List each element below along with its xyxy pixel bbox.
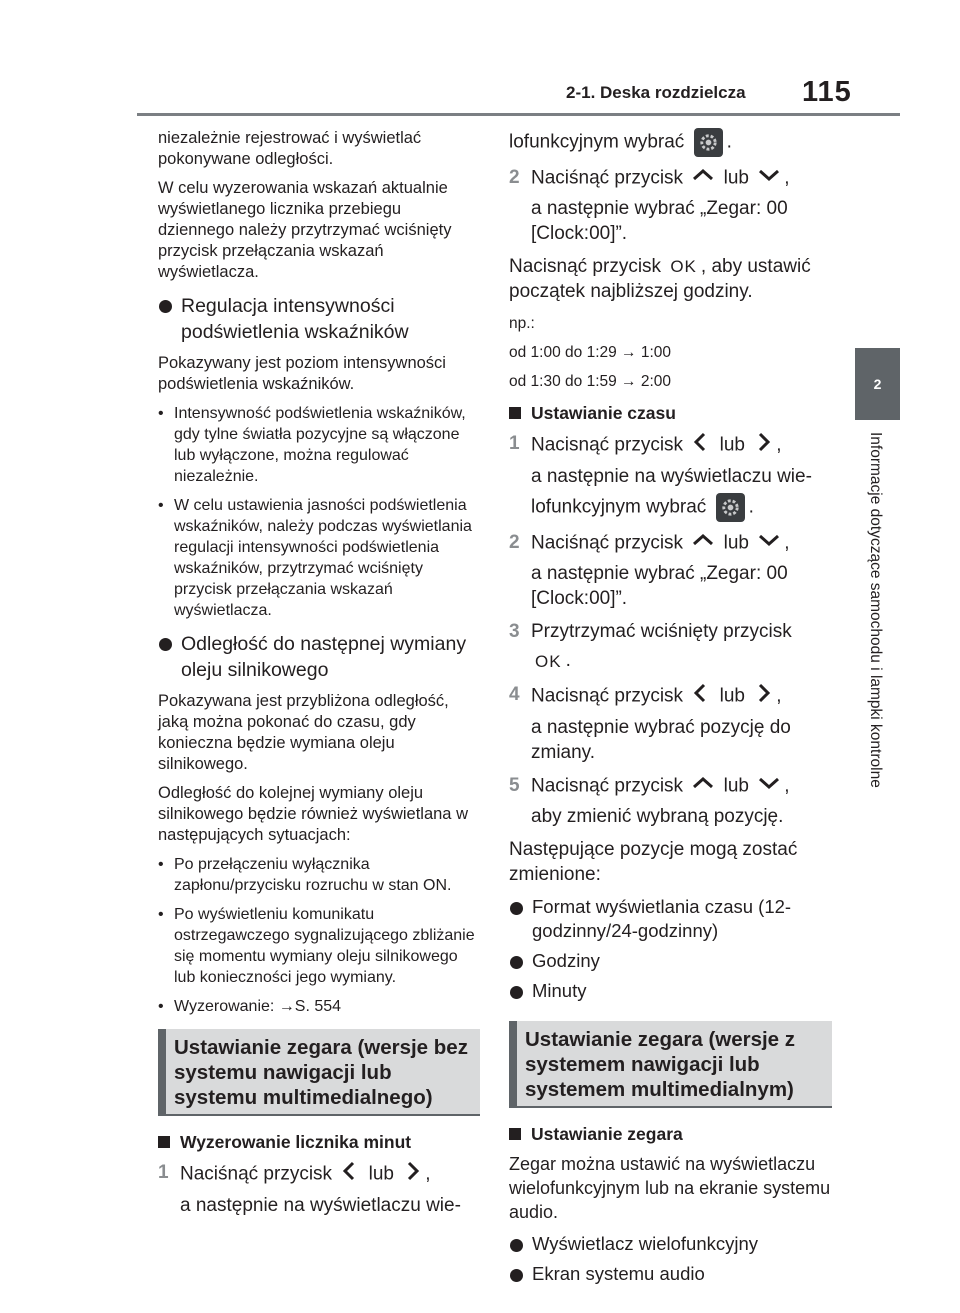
list-item: • W celu ustawienia jasności podświetlenia wskaźników, należy podczas wyświetlania regulacji intensywności podświetlenia wskaźników, przytrzymać wciśnięty przycisk przełączania wskazań wyświetlacza. — [158, 495, 480, 621]
ok-button-glyph: OK — [535, 651, 562, 671]
list-item: Ekran systemu audio — [509, 1262, 832, 1286]
procedure-heading: Ustawianie zegara — [509, 1122, 832, 1146]
chevron-left-icon — [337, 1160, 363, 1189]
step — [509, 773, 832, 800]
step-continuation: a następnie na wyświetlaczu wie- — [531, 466, 812, 488]
paragraph: Odległość do kolejnej wymiany oleju silnikowego będzie również wyświetlana w następujących sytuacjach: — [158, 784, 468, 844]
paragraph — [509, 128, 832, 157]
note-list — [158, 403, 480, 621]
section-title: 2-1. Deska rozdzielcza — [566, 83, 746, 102]
step-text: , — [784, 533, 790, 554]
text: . — [726, 131, 732, 153]
chapter-side-title: Informacje dotyczące samochodu i lampki kontrolne — [867, 432, 884, 788]
settings-gear-icon — [694, 128, 723, 157]
step-number: 1 — [158, 1162, 169, 1183]
chevron-up-icon — [688, 530, 718, 557]
step-text: Nacisnąć przycisk — [531, 685, 684, 707]
step-continuation: a następnie wybrać „Zegar: 00 [Clock:00]”. — [531, 198, 788, 244]
step-number: 2 — [509, 532, 520, 554]
step-text: Przytrzymać wciśnięty przycisk — [531, 621, 792, 643]
chevron-up-icon — [688, 165, 718, 192]
list-item: • Intensywność podświetlenia wskaźników, gdy tylne światła pozycyjne są włączone lub wyłączone, można regulować niezależnie. — [158, 403, 480, 487]
step-text: Nacisnąć przycisk — [531, 435, 684, 456]
step — [509, 165, 832, 192]
step-text: lub — [723, 775, 749, 797]
step-text: Naciśnąć przycisk — [531, 533, 684, 554]
text: , aby ustawić początek najbliższej godziny. — [509, 256, 811, 303]
paragraph: niezależnie rejestrować i wyświetlać pokonywane odległości. — [158, 129, 422, 168]
step-text: lub — [719, 435, 745, 456]
step-text: lub — [368, 1163, 394, 1185]
step-text: , — [776, 685, 782, 707]
step — [509, 682, 832, 711]
step-continuation: aby zmienić wybraną pozycję. — [531, 805, 784, 827]
step — [158, 1160, 480, 1189]
paragraph: Pokazywany jest poziom intensywności podświetlenia wskaźników. — [158, 354, 446, 393]
step-continuation: a następnie wybrać pozycję do zmiany. — [531, 716, 791, 763]
chevron-left-icon — [688, 431, 714, 460]
step-continuation: a następnie na wyświetlaczu wie- — [180, 1195, 461, 1216]
chevron-down-icon — [754, 165, 784, 192]
page-number: 115 — [802, 76, 852, 108]
section-heading-box: Ustawianie zegara (wersje z systemem nawigacji lub systemem multimedialnym) — [509, 1021, 832, 1108]
step-number: 3 — [509, 621, 520, 643]
step-number: 5 — [509, 774, 520, 796]
text: . — [565, 650, 571, 672]
step — [509, 530, 832, 557]
paragraph: W celu wyzerowania wskazań aktualnie wyświetlanego licznika przebiegu dziennego należy przytrzymać wciśnięty przycisk przełączania wskazań wyświetlacza. — [158, 179, 452, 281]
example-line: od 1:30 do 1:59 → 2:00 — [509, 373, 672, 391]
procedure-heading: Wyzerowanie licznika minut — [158, 1130, 480, 1154]
step-number: 2 — [509, 167, 520, 188]
chevron-up-icon — [688, 773, 718, 800]
step-number: 1 — [509, 433, 520, 455]
text: lofunkcyjnym wybrać — [509, 131, 685, 153]
step-text: Nacisnąć przycisk — [531, 775, 684, 797]
header-divider — [137, 113, 900, 116]
chevron-right-icon — [399, 1160, 425, 1189]
ok-button-glyph: OK — [670, 257, 697, 277]
step-text: lub — [723, 533, 749, 554]
step-text: Naciśnąć przycisk — [180, 1163, 333, 1185]
step-text: , — [784, 775, 790, 797]
list-item: • Wyzerowanie: →S. 554 — [158, 996, 480, 1017]
section-heading-box: Ustawianie zegara (wersje bez systemu nawigacji lub systemu multimedialnego) — [158, 1029, 480, 1116]
example-line: od 1:00 do 1:29 → 1:00 — [509, 344, 672, 362]
chevron-right-icon — [750, 682, 776, 711]
list-item: Minuty — [509, 979, 832, 1003]
chapter-tab: 2 — [855, 348, 900, 420]
procedure-heading: Ustawianie czasu — [509, 401, 832, 425]
subheading: Odległość do następnej wymiany oleju silnikowego — [158, 631, 480, 683]
text: . — [748, 497, 754, 518]
step-continuation — [509, 648, 832, 673]
step — [509, 431, 832, 460]
chevron-down-icon — [754, 773, 784, 800]
chevron-down-icon — [754, 530, 784, 557]
step-continuation: a następnie wybrać „Zegar: 00 [Clock:00]”. — [531, 563, 788, 610]
paragraph: Zegar można ustawić na wyświetlaczu wielofunkcyjnym lub na ekranie systemu audio. — [509, 1153, 831, 1222]
list-item: Godziny — [509, 949, 832, 973]
list-item: Format wyświetlania czasu (12-godzinny/24-godzinny) — [509, 895, 832, 943]
step-text: , — [784, 167, 790, 189]
text: Nacisnąć przycisk — [509, 256, 662, 277]
list-item: Wyświetlacz wielofunkcyjny — [509, 1232, 832, 1256]
step-text: lub — [723, 167, 749, 189]
step-number: 4 — [509, 683, 520, 705]
left-column — [158, 128, 480, 1226]
text: lofunkcyjnym wybrać — [531, 497, 707, 518]
paragraph — [509, 254, 832, 304]
step-continuation — [509, 493, 832, 522]
note-list — [158, 854, 480, 1017]
subheading: Regulacja intensywności podświetlenia wskaźników — [158, 293, 480, 345]
step-text: lub — [719, 685, 745, 707]
chevron-right-icon — [750, 431, 776, 460]
step-text: , — [776, 435, 782, 456]
step — [509, 619, 832, 644]
step-text: Naciśnąć przycisk — [531, 167, 684, 189]
paragraph: Pokazywana jest przybliżona odległość, jaką można pokonać do czasu, gdy konieczna będzie wymiana oleju silnikowego. — [158, 692, 449, 773]
list-item: • Po wyświetleniu komunikatu ostrzegawczego sygnalizującego zbliżanie się momentu wymiany oleju silnikowego lub konieczności jego wymiany. — [158, 904, 480, 988]
paragraph: Następujące pozycje mogą zostać zmienione: — [509, 838, 798, 885]
list-item: • Po przełączeniu wyłącznika zapłonu/przycisku rozruchu w stan ON. — [158, 854, 480, 896]
step-text: , — [425, 1163, 431, 1185]
right-column — [509, 128, 832, 1292]
chevron-left-icon — [688, 682, 714, 711]
settings-gear-icon — [716, 493, 745, 522]
example-label: np.: — [509, 315, 535, 333]
